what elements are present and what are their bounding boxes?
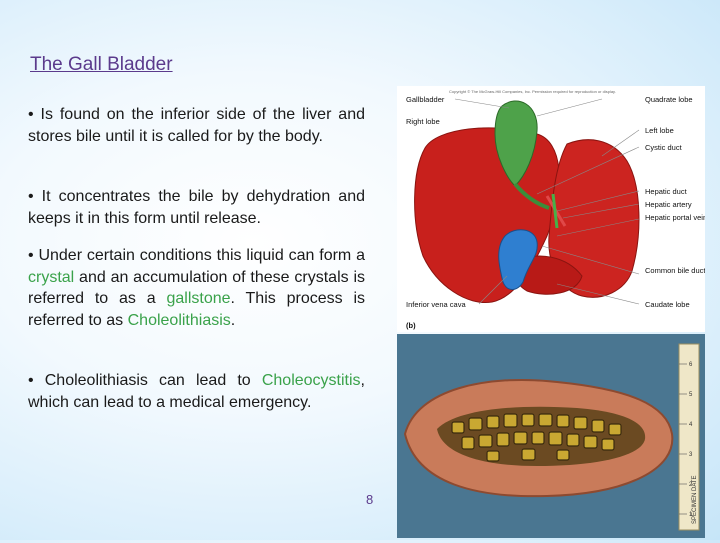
- bullet-3-text: . This process is referred to as: [28, 290, 366, 329]
- bullet-2: [28, 186, 365, 229]
- bullet-1-text: • Is found on the inferior side of the liver and stores bile until it is called for by the body.: [28, 106, 365, 145]
- ruler-number: 5: [689, 392, 693, 398]
- label-caudate-lobe: Caudate lobe: [645, 300, 690, 309]
- page-number: 8: [366, 492, 374, 507]
- page-title: The Gall Bladder: [30, 54, 173, 75]
- label-left-lobe: Left lobe: [645, 126, 674, 135]
- label-right-lobe: Right lobe: [406, 117, 440, 126]
- label-gallbladder: Gallbladder: [406, 95, 445, 104]
- term-choleocystitis: Choleocystitis: [261, 372, 361, 389]
- label-hepatic-artery: Hepatic artery: [645, 200, 692, 209]
- ruler-number: 4: [689, 422, 693, 428]
- bullet-3-text: .: [230, 311, 236, 329]
- ruler-number: 1: [689, 512, 693, 518]
- ruler-number: 6: [689, 362, 693, 368]
- label-quadrate-lobe: Quadrate lobe: [645, 95, 693, 104]
- bullet-4-text: , which can lead to a medical emergency.: [28, 372, 365, 411]
- term-choleolithiasis: Choleolithiasis: [127, 311, 231, 329]
- term-gallstone: gallstone: [166, 290, 231, 307]
- bullet-3-text: • Under certain conditions this liquid can form a: [28, 247, 365, 264]
- bullet-1: [28, 104, 365, 147]
- bullet-4-text: • Choleolithiasis can lead to: [28, 372, 262, 389]
- ruler-number: 2: [689, 482, 693, 488]
- bullet-3: [28, 245, 365, 331]
- bullet-2-text: • It concentrates the bile by dehydration and keeps it in this form until release.: [28, 188, 365, 227]
- gallstone-specimen-photo: [397, 334, 705, 538]
- term-crystal: crystal: [28, 268, 75, 286]
- ruler-number: 3: [689, 452, 693, 458]
- label-hepatic-portal-vein: Hepatic portal vein: [645, 213, 705, 222]
- label-cystic-duct: Cystic duct: [645, 143, 682, 152]
- ruler-label: SPECIMEN DATE: [692, 475, 698, 524]
- label-hepatic-duct: Hepatic duct: [645, 187, 687, 196]
- label-common-bile-duct: Common bile duct: [645, 266, 705, 275]
- panel-label: (b): [406, 321, 416, 330]
- liver-diagram: [397, 86, 705, 332]
- copyright-text: Copyright © The McGraw-Hill Companies, Inc. Permission required for reproduction or display.: [449, 89, 616, 94]
- bullet-3-text: and an accumulation of these crystals is referred to as a: [28, 268, 365, 307]
- bullet-4: [28, 370, 365, 413]
- label-inferior-vena-cava: Inferior vena cava: [406, 300, 466, 309]
